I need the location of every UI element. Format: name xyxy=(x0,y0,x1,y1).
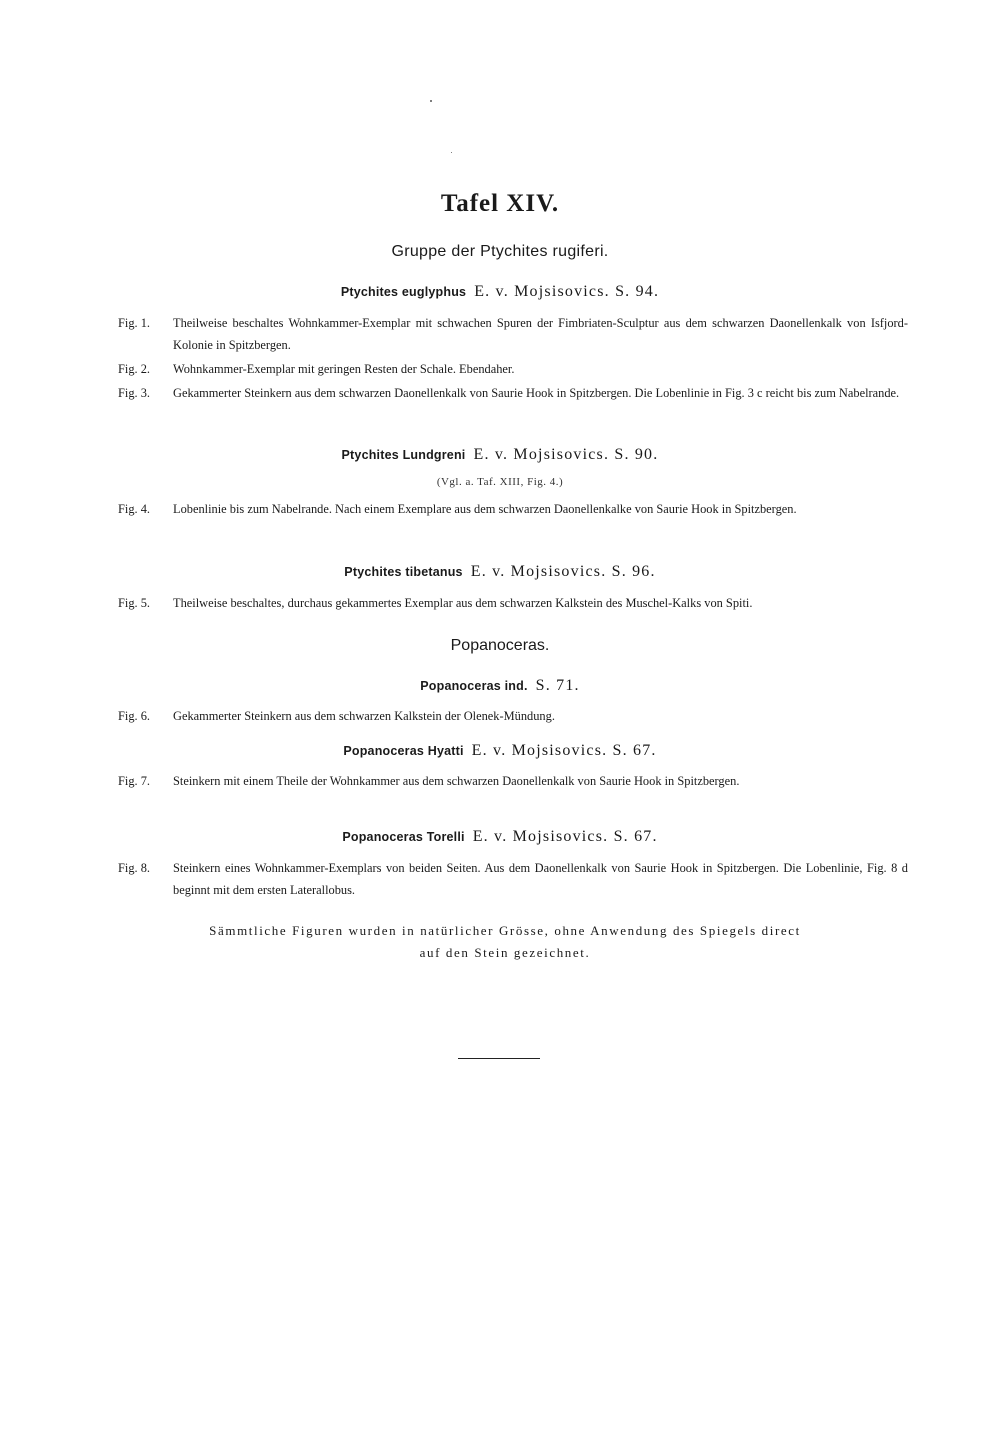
footer-line: Sämmtliche Figuren wurden in natürlicher Grösse, ohne Anwendung des Spiegels direct xyxy=(209,923,801,938)
species-name: Popanoceras Torelli xyxy=(342,830,465,844)
figure-caption xyxy=(118,770,908,792)
species-heading xyxy=(0,446,1000,464)
species-author: E. v. Mojsisovics. S. 96. xyxy=(470,563,656,580)
footer-line: auf den Stein gezeichnet. xyxy=(419,945,591,960)
figure-text: Wohnkammer-Exemplar mit geringen Resten der Schale. Ebendaher. xyxy=(173,362,515,376)
cross-reference-note: (Vgl. a. Taf. XIII, Fig. 4.) xyxy=(436,476,564,488)
species-author: E. v. Mojsisovics. S. 67. xyxy=(471,742,657,759)
figure-label: Fig. 6. xyxy=(118,709,151,723)
figure-caption xyxy=(118,857,908,901)
figure-label: Fig. 5. xyxy=(118,596,151,610)
figure-label: Fig. 7. xyxy=(118,774,151,788)
species-name: Popanoceras ind. xyxy=(420,679,528,693)
figure-caption xyxy=(118,705,908,727)
species-heading xyxy=(0,742,1000,760)
figure-text: Theilweise beschaltes Wohnkammer-Exemplar mit schwachen Spuren der Fimbriaten-Sculptur aus dem schwarzen Daonellenkalk von Isfjord-Kolonie in Spitzbergen. xyxy=(173,316,908,352)
section-title: Popanoceras. xyxy=(450,637,550,654)
figure-label: Fig. 3. xyxy=(118,386,151,400)
figure-caption xyxy=(118,382,908,404)
figure-caption xyxy=(118,498,908,520)
figure-text: Gekammerter Steinkern aus dem schwarzen Kalkstein der Olenek-Mündung. xyxy=(173,709,555,723)
species-name: Popanoceras Hyatti xyxy=(343,744,464,758)
species-author: E. v. Mojsisovics. S. 90. xyxy=(473,446,659,463)
figure-label: Fig. 8. xyxy=(118,861,151,875)
species-heading xyxy=(0,283,1000,301)
species-author: E. v. Mojsisovics. S. 67. xyxy=(472,828,658,845)
figure-caption xyxy=(118,592,908,614)
closing-rule xyxy=(458,1058,540,1059)
species-heading xyxy=(0,563,1000,581)
figure-label: Fig. 1. xyxy=(118,316,151,330)
species-author: S. 71. xyxy=(535,677,580,694)
species-author: E. v. Mojsisovics. S. 94. xyxy=(474,283,660,300)
figure-text: Steinkern mit einem Theile der Wohnkammer aus dem schwarzen Daonellenkalk von Saurie Hook in Spitzbergen. xyxy=(173,774,740,788)
figure-text: Lobenlinie bis zum Nabelrande. Nach einem Exemplare aus dem schwarzen Daonellenkalke von Saurie Hook in Spitzbergen. xyxy=(173,502,797,516)
scan-speck xyxy=(430,100,432,102)
group-title: Gruppe der Ptychites rugiferi. xyxy=(391,243,609,260)
figure-text: Gekammerter Steinkern aus dem schwarzen Daonellenkalk von Saurie Hook in Spitzbergen. Die Lobenlinie in Fig. 3 c reicht bis zum Nabelrande. xyxy=(173,386,900,400)
figure-caption xyxy=(118,358,908,380)
figure-label: Fig. 4. xyxy=(118,502,151,516)
figure-label: Fig. 2. xyxy=(118,362,151,376)
species-name: Ptychites euglyphus xyxy=(340,285,467,299)
figure-text: Theilweise beschaltes, durchaus gekammertes Exemplar aus dem schwarzen Kalkstein des Muschel-Kalks von Spiti. xyxy=(173,596,753,610)
figure-caption xyxy=(118,312,908,356)
species-heading xyxy=(0,828,1000,846)
footer-note xyxy=(105,920,905,964)
plate-title: Tafel XIV. xyxy=(440,190,560,217)
species-name: Ptychites tibetanus xyxy=(344,565,463,579)
scan-speck xyxy=(451,152,452,153)
species-heading xyxy=(0,677,1000,695)
figure-text: Steinkern eines Wohnkammer-Exemplars von beiden Seiten. Aus dem Daonellenkalk von Saurie Hook in Spitzbergen. Die Lobenlinie, Fig. 8 d beginnt mit dem ersten Laterallobus. xyxy=(173,861,908,897)
species-name: Ptychites Lundgreni xyxy=(341,448,466,462)
